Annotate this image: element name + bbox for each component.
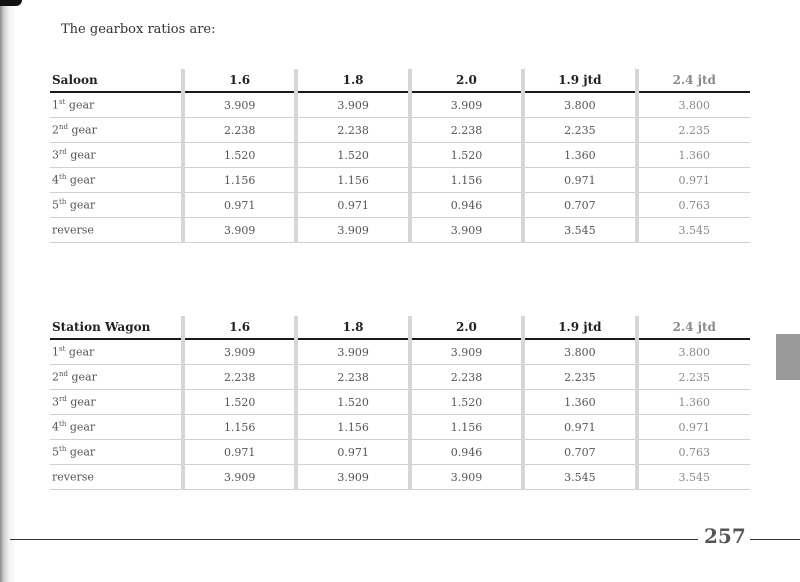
- row-label: [50, 440, 183, 465]
- footer-rule: [10, 539, 698, 540]
- column-header: 1.9 jtd: [523, 69, 636, 92]
- ratio-cell: 1.360: [523, 390, 636, 415]
- ratio-cell: 0.946: [410, 440, 523, 465]
- row-label: [50, 365, 183, 390]
- ratio-cell: 1.520: [296, 390, 409, 415]
- table-row: [50, 415, 750, 440]
- row-label-suffix: rd: [59, 148, 67, 157]
- ratio-cell: 3.909: [410, 465, 523, 490]
- row-label: [50, 193, 183, 218]
- ratio-cell: 3.800: [637, 92, 750, 118]
- table-header-row: [50, 316, 750, 339]
- table-row: [50, 168, 750, 193]
- footer-rule-right: [750, 539, 800, 540]
- intro-text: The gearbox ratios are:: [61, 22, 216, 37]
- ratio-cell: 0.707: [523, 193, 636, 218]
- table-row: [50, 339, 750, 365]
- ratio-cell: 1.520: [410, 390, 523, 415]
- ratio-cell: 3.545: [523, 218, 636, 243]
- column-header: 1.6: [183, 69, 296, 92]
- row-label-suffix: th: [59, 420, 67, 429]
- ratio-cell: 2.238: [296, 118, 409, 143]
- column-header: 2.4 jtd: [637, 69, 750, 92]
- row-label-word: gear: [66, 395, 96, 409]
- table-row: [50, 465, 750, 490]
- table-row: [50, 143, 750, 168]
- ratio-cell: 0.763: [637, 193, 750, 218]
- ratio-cell: 3.800: [523, 339, 636, 365]
- ratio-cell: 0.971: [183, 440, 296, 465]
- table-row: [50, 193, 750, 218]
- row-label-suffix: th: [59, 445, 67, 454]
- row-label-number: 3: [52, 395, 59, 409]
- ratio-cell: 3.545: [523, 465, 636, 490]
- ratio-cell: 2.238: [183, 365, 296, 390]
- row-label-number: 2: [52, 123, 59, 137]
- table-header-row: [50, 69, 750, 92]
- row-label-number: 1: [52, 345, 59, 359]
- ratio-cell: 1.360: [637, 143, 750, 168]
- ratio-cell: 3.909: [296, 92, 409, 118]
- ratio-cell: 2.238: [296, 365, 409, 390]
- ratio-cell: 3.909: [183, 465, 296, 490]
- row-label-suffix: th: [59, 173, 67, 182]
- column-header: 1.6: [183, 316, 296, 339]
- ratio-cell: 3.800: [637, 339, 750, 365]
- ratio-cell: 3.545: [637, 465, 750, 490]
- ratio-cell: 3.909: [183, 218, 296, 243]
- ratio-cell: 1.156: [296, 168, 409, 193]
- ratio-cell: 3.545: [637, 218, 750, 243]
- ratio-cell: 3.909: [296, 465, 409, 490]
- column-header: 1.8: [296, 316, 409, 339]
- ratio-cell: 3.909: [410, 218, 523, 243]
- table-title: Station Wagon: [50, 316, 183, 339]
- table-row: [50, 440, 750, 465]
- row-label: [50, 415, 183, 440]
- ratio-cell: 3.909: [183, 339, 296, 365]
- ratio-cell: 0.971: [296, 440, 409, 465]
- row-label-number: 4: [52, 420, 59, 434]
- row-label-suffix: nd: [59, 123, 68, 132]
- table-row: [50, 92, 750, 118]
- row-label-word: gear: [66, 420, 96, 434]
- ratio-cell: 3.909: [296, 339, 409, 365]
- station-wagon-gear-table: [50, 316, 750, 490]
- row-label-word: gear: [68, 370, 97, 384]
- ratio-cell: 0.971: [523, 168, 636, 193]
- row-label: [50, 339, 183, 365]
- ratio-cell: 2.238: [183, 118, 296, 143]
- row-label-number: 4: [52, 173, 59, 187]
- ratio-cell: 1.360: [523, 143, 636, 168]
- row-label-suffix: th: [59, 198, 67, 207]
- row-label-suffix: st: [59, 345, 66, 354]
- ratio-cell: 2.238: [410, 365, 523, 390]
- column-header: 2.0: [410, 316, 523, 339]
- row-label: [50, 465, 183, 490]
- ratio-cell: 1.156: [296, 415, 409, 440]
- ratio-cell: 0.971: [637, 415, 750, 440]
- row-label: [50, 218, 183, 243]
- ratio-cell: 1.520: [296, 143, 409, 168]
- ratio-cell: 0.971: [296, 193, 409, 218]
- row-label-word: gear: [66, 198, 96, 212]
- ratio-cell: 1.520: [410, 143, 523, 168]
- ratio-cell: 2.235: [523, 365, 636, 390]
- ratio-cell: 0.763: [637, 440, 750, 465]
- table-row: [50, 390, 750, 415]
- ratio-cell: 1.520: [183, 390, 296, 415]
- ratio-cell: 0.946: [410, 193, 523, 218]
- ratio-cell: 1.156: [183, 415, 296, 440]
- ratio-cell: 0.707: [523, 440, 636, 465]
- row-label-number: 3: [52, 148, 59, 162]
- ratio-cell: 2.235: [637, 365, 750, 390]
- row-label: [50, 92, 183, 118]
- ratio-cell: 1.520: [183, 143, 296, 168]
- column-header: 2.4 jtd: [637, 316, 750, 339]
- table-row: [50, 365, 750, 390]
- row-label-word: gear: [65, 98, 95, 112]
- row-label-number: reverse: [52, 470, 94, 484]
- row-label-word: gear: [66, 445, 96, 459]
- ratio-cell: 0.971: [523, 415, 636, 440]
- ratio-cell: 3.909: [410, 92, 523, 118]
- row-label-word: gear: [66, 148, 96, 162]
- ratio-cell: 1.156: [410, 415, 523, 440]
- row-label: [50, 143, 183, 168]
- row-label-number: 5: [52, 445, 59, 459]
- saloon-gear-table: [50, 69, 750, 243]
- table-title: Saloon: [50, 69, 183, 92]
- row-label: [50, 118, 183, 143]
- ratio-cell: 2.238: [410, 118, 523, 143]
- ratio-cell: 0.971: [183, 193, 296, 218]
- ratio-cell: 3.909: [296, 218, 409, 243]
- row-label-number: reverse: [52, 223, 94, 237]
- row-label: [50, 390, 183, 415]
- ratio-cell: 3.909: [183, 92, 296, 118]
- ratio-cell: 1.156: [410, 168, 523, 193]
- ratio-cell: 1.156: [183, 168, 296, 193]
- ratio-cell: 0.971: [637, 168, 750, 193]
- column-header: 1.9 jtd: [523, 316, 636, 339]
- row-label-number: 2: [52, 370, 59, 384]
- row-label-number: 5: [52, 198, 59, 212]
- ratio-cell: 3.909: [410, 339, 523, 365]
- table-row: [50, 118, 750, 143]
- corner-mark: [0, 0, 22, 6]
- row-label-word: gear: [66, 173, 96, 187]
- row-label-suffix: rd: [59, 395, 67, 404]
- row-label-number: 1: [52, 98, 59, 112]
- page-number: 257: [704, 524, 746, 548]
- table-row: [50, 218, 750, 243]
- column-header: 1.8: [296, 69, 409, 92]
- row-label-suffix: st: [59, 98, 66, 107]
- section-side-tab: [776, 334, 800, 380]
- ratio-cell: 2.235: [637, 118, 750, 143]
- row-label-suffix: nd: [59, 370, 68, 379]
- ratio-cell: 2.235: [523, 118, 636, 143]
- row-label-word: gear: [65, 345, 95, 359]
- ratio-cell: 1.360: [637, 390, 750, 415]
- column-header: 2.0: [410, 69, 523, 92]
- row-label-word: gear: [68, 123, 97, 137]
- page-binding-shadow: [0, 0, 16, 582]
- ratio-cell: 3.800: [523, 92, 636, 118]
- row-label: [50, 168, 183, 193]
